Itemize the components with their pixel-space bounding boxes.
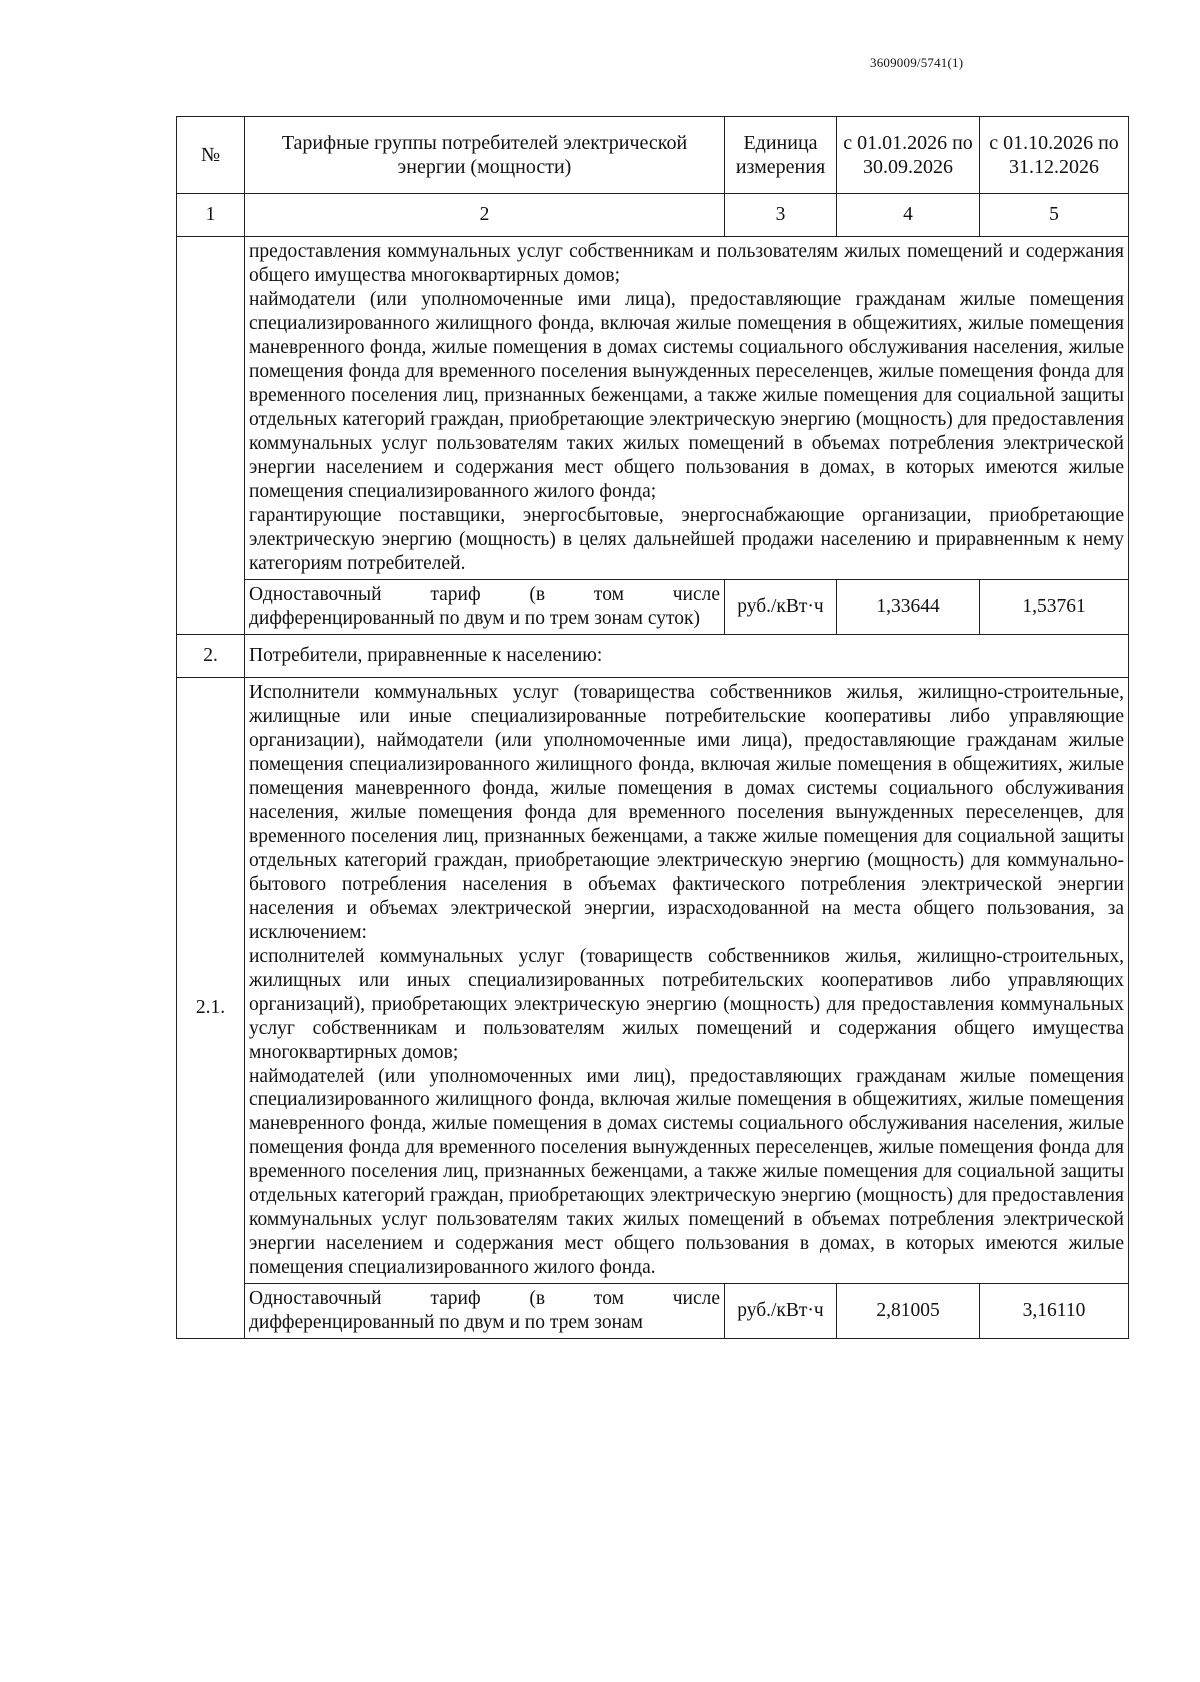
tariff-row xyxy=(177,579,1129,634)
column-index: 3 xyxy=(725,194,837,237)
tariff-value-period-1: 2,81005 xyxy=(837,1284,980,1339)
text-paragraph: наймодателей (или уполномоченных ими лиц), предоставляющих гражданам жилые помещения специализированного жилищного фонда, включая жилые помещения в общежитиях, жилые помещения маневренного фонда, жилые помещения в домах системы социального обслуживания населения, жилые помещения фонда для временного поселения вынужденных переселенцев, жилые помещения фонда для временного поселения лиц, признанных беженцами, а также жилые помещения для социальной защиты отдельных категорий граждан, приобретающих электрическую энергию (мощность) для предоставления коммунальных услуг пользователям таких жилых помещений в объемах потребления электрической энергии населением и содержания мест общего пользования в домах, в которых имеются жилые помещения специализированного жилого фонда. xyxy=(249,1065,1124,1279)
tariff-name: Одноставочный тариф (в том числе дифференцированный по двум и по трем зонам xyxy=(245,1284,725,1339)
subsection-text-cell xyxy=(245,677,1129,1284)
tariff-name: Одноставочный тариф (в том числе дифференцированный по двум и по трем зонам суток) xyxy=(245,579,725,634)
header-row xyxy=(177,117,1129,194)
tariff-unit: руб./кВт·ч xyxy=(725,1284,837,1339)
text-paragraph: предоставления коммунальных услуг собственникам и пользователям жилых помещений и содержания общего имущества многоквартирных домов; xyxy=(249,241,1124,286)
header-group: Тарифные группы потребителей электрической энергии (мощности) xyxy=(245,117,725,194)
subsection-text-row xyxy=(177,677,1129,1284)
header-unit: Единица измерения xyxy=(725,117,837,194)
tariff-unit: руб./кВт·ч xyxy=(725,579,837,634)
column-index: 2 xyxy=(245,194,725,237)
column-index: 5 xyxy=(980,194,1129,237)
tariff-value-period-2: 3,16110 xyxy=(980,1284,1129,1339)
header-period-1: с 01.01.2026 по 30.09.2026 xyxy=(837,117,980,194)
tariff-value-period-1: 1,33644 xyxy=(837,579,980,634)
continued-text-cell xyxy=(245,237,1129,580)
header-period-2: с 01.10.2026 по 31.12.2026 xyxy=(980,117,1129,194)
section-row xyxy=(177,634,1129,677)
continued-text-row xyxy=(177,237,1129,580)
column-index: 4 xyxy=(837,194,980,237)
tariff-value-period-2: 1,53761 xyxy=(980,579,1129,634)
section-title: Потребители, приравненные к населению: xyxy=(245,634,1129,677)
text-paragraph: исполнителей коммунальных услуг (товариществ собственников жилья, жилищно-строительных, жилищных или иных специализированных потребительских кооперативов либо управляющих организаций), приобретающих электрическую энергию (мощность) для предоставления коммунальных услуг собственникам и пользователям жилых помещений и содержания общего имущества многоквартирных домов; xyxy=(249,945,1124,1063)
header-num: № xyxy=(177,117,245,194)
tariff-row xyxy=(177,1284,1129,1339)
tariff-table xyxy=(176,116,1129,1339)
row-number-empty xyxy=(177,237,245,635)
text-paragraph: гарантирующие поставщики, энергосбытовые, энергоснабжающие организации, приобретающие электрическую энергию (мощность) в целях дальнейшей продажи населению и приравненным к нему категориям потребителей. xyxy=(249,504,1124,574)
subsection-number: 2.1. xyxy=(177,677,245,1339)
document-id: 3609009/5741(1) xyxy=(870,55,964,70)
column-index: 1 xyxy=(177,194,245,237)
text-paragraph: Исполнители коммунальных услуг (товарищества собственников жилья, жилищно-строительные, жилищные или иные специализированные потребительские кооперативы либо управляющие организации), наймодатели (или уполномоченные ими лица), предоставляющие гражданам жилые помещения специализированного жилищного фонда, включая жилые помещения в общежитиях, жилые помещения маневренного фонда, жилые помещения в домах системы социального обслуживания населения, жилые помещения фонда для временного поселения вынужденных переселенцев, для временного поселения лиц, признанных беженцами, а также жилые помещения для социальной защиты отдельных категорий граждан, приобретающие электрическую энергию (мощность) для коммунально-бытового потребления населения в объемах фактического потребления электрической энергии населения и объемах электрической энергии, израсходованной на места общего пользования, за исключением: xyxy=(249,681,1124,943)
text-paragraph: наймодатели (или уполномоченные ими лица), предоставляющие гражданам жилые помещения специализированного жилищного фонда, включая жилые помещения в общежитиях, жилые помещения маневренного фонда, жилые помещения в домах системы социального обслуживания населения, жилые помещения фонда для временного поселения вынужденных переселенцев, жилые помещения фонда для временного поселения лиц, признанных беженцами, а также жилые помещения для социальной защиты отдельных категорий граждан, приобретающие электрическую энергию (мощность) для предоставления коммунальных услуг пользователям таких жилых помещений в объемах потребления электрической энергии населением и содержания мест общего пользования в домах, в которых имеются жилые помещения специализированного жилого фонда; xyxy=(249,288,1124,502)
column-index-row xyxy=(177,194,1129,237)
section-number: 2. xyxy=(177,634,245,677)
